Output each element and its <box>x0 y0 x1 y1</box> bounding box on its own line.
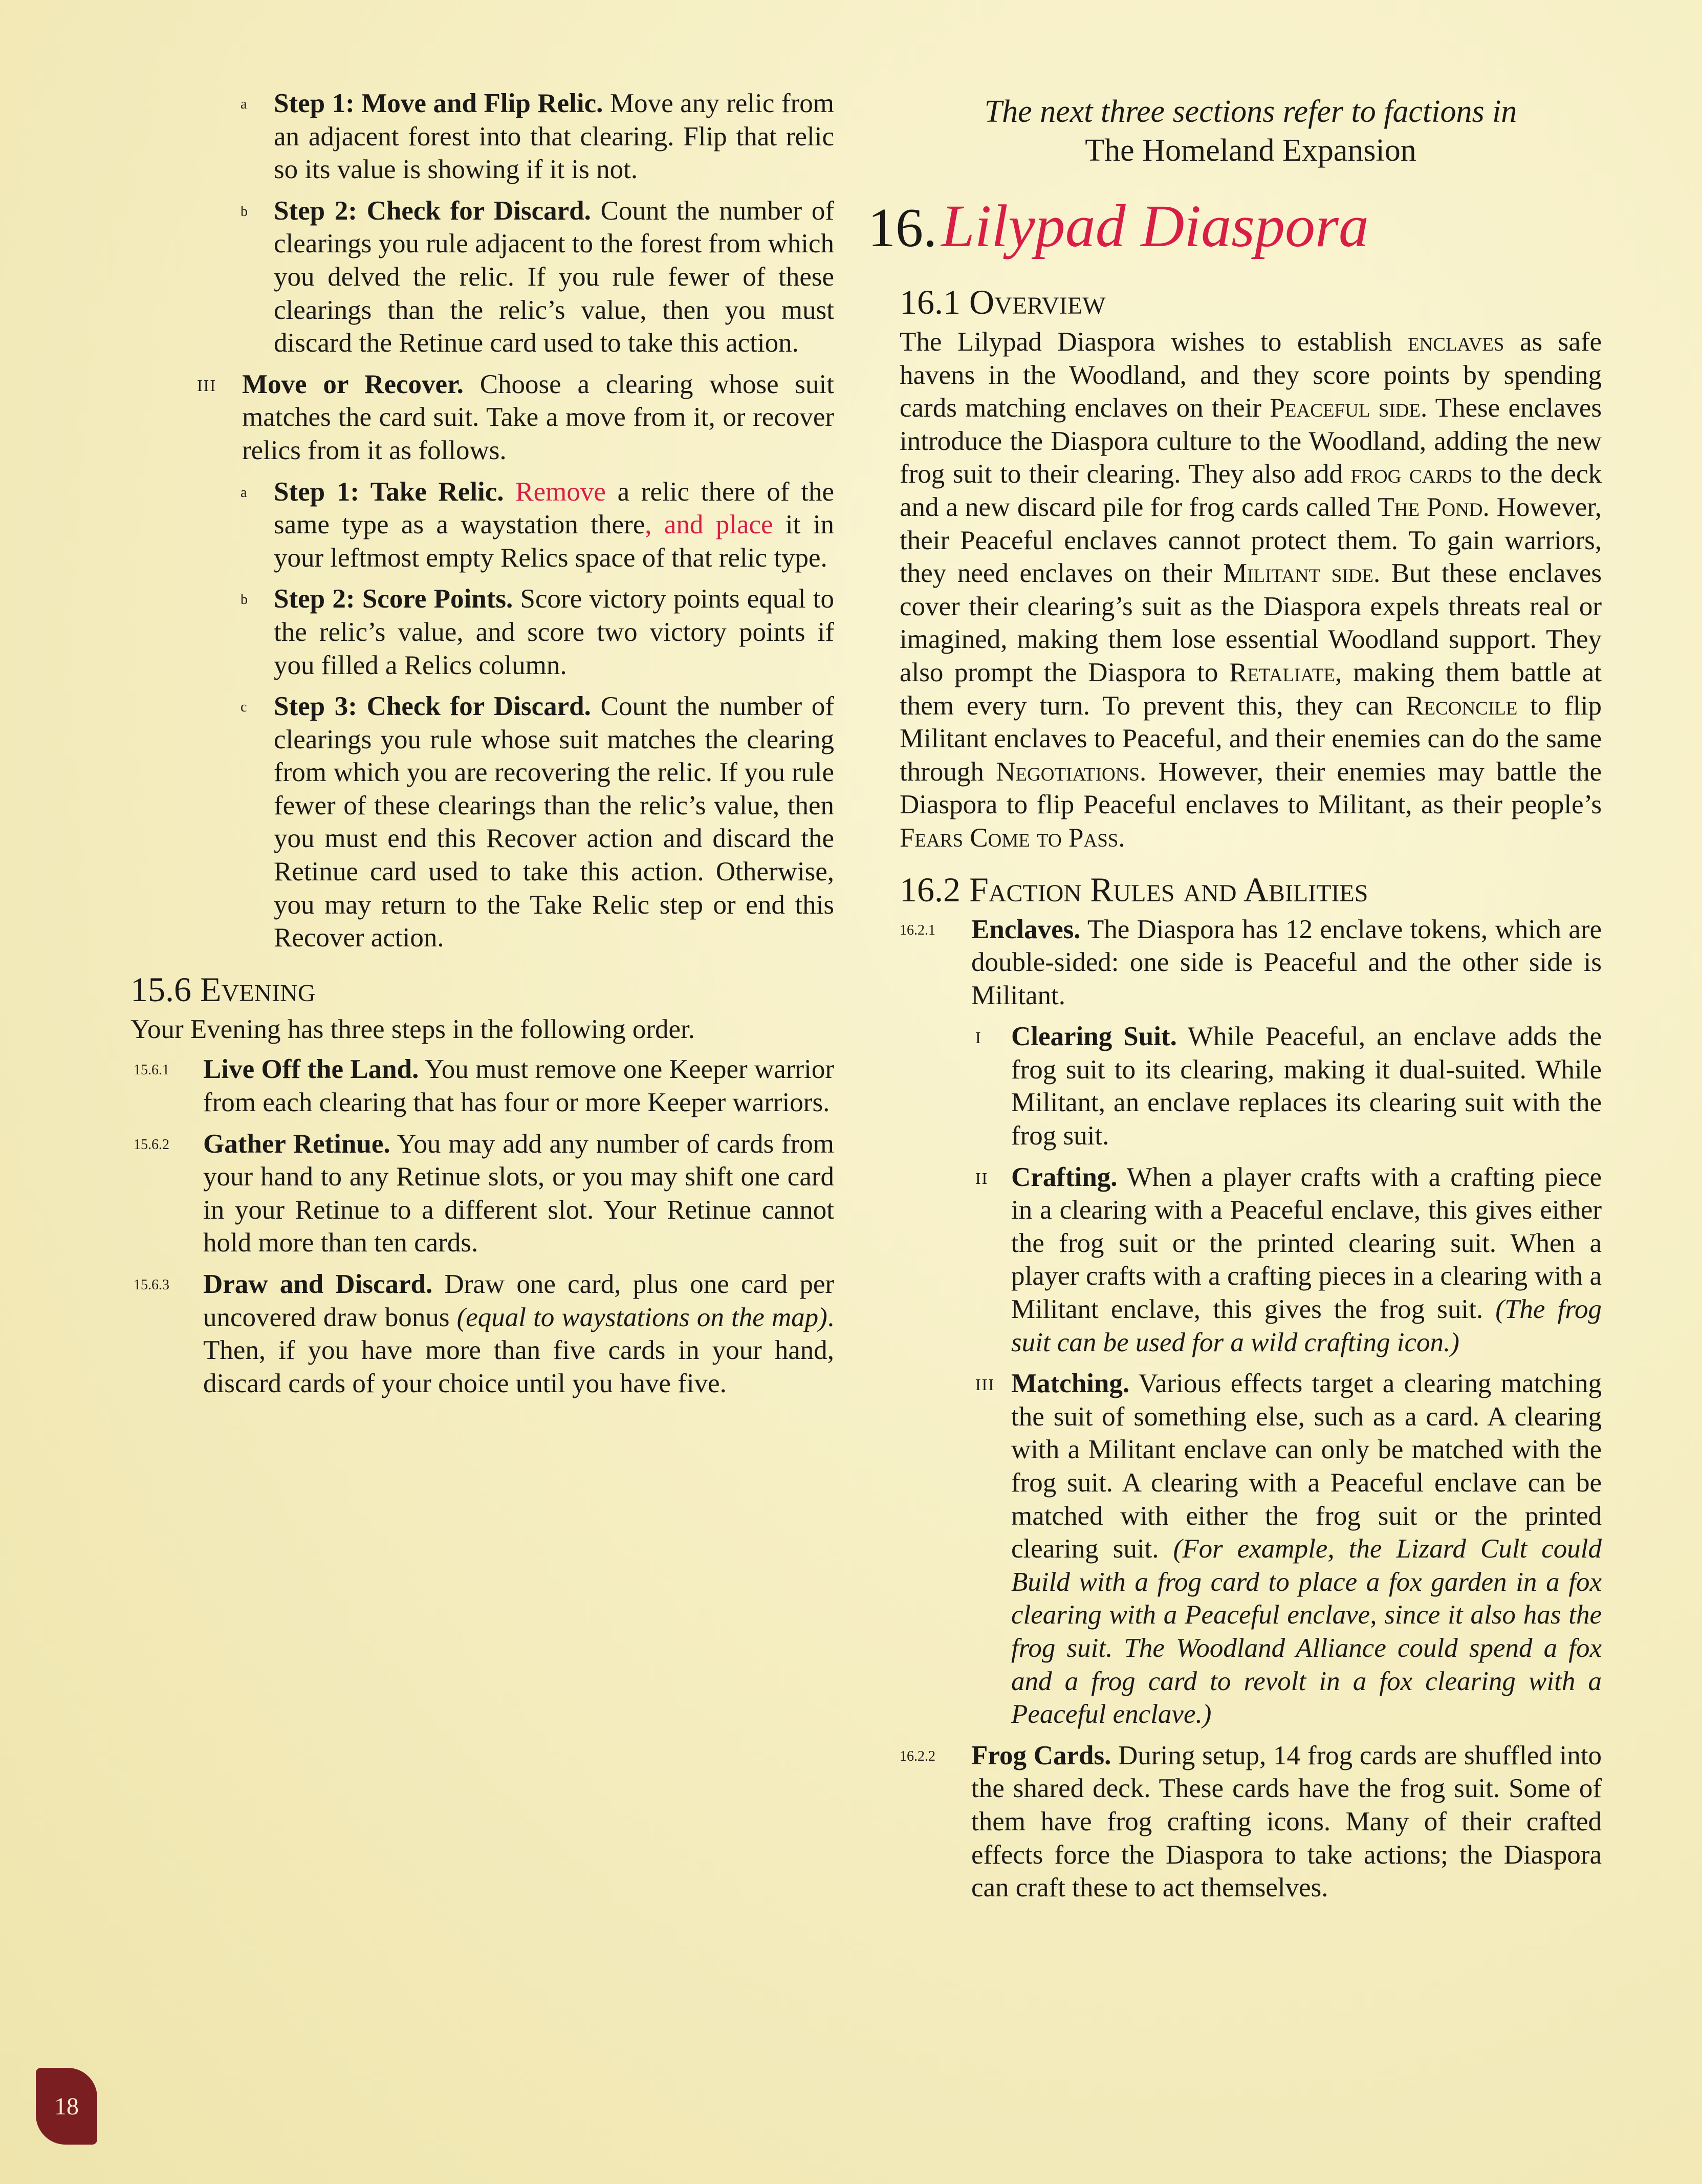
item-text: Various effects target a clearing matching the suit of something else, such as a card. A clearing with a Militant enclave can only be matched with the frog suit. A clearing with a Peaceful enclave can be matched with either the frog suit or the printed clearing suit. <box>1011 1369 1602 1564</box>
intro-line-1: The next three sections refer to factions in <box>984 94 1517 129</box>
text-run: as safe havens in the Woodland, and they score points by spending cards matching enclaves on their <box>900 327 1602 423</box>
keyword: Militant side <box>1223 558 1373 589</box>
item-text: The Diaspora has 12 enclave tokens, which are double-sided: one side is Peaceful and the other side is Militant. <box>971 914 1602 1010</box>
text-run: to the deck and a new discard pile for frog cards called <box>900 459 1602 522</box>
evening-step-live-off-land <box>130 1053 834 1119</box>
item-marker: b <box>241 203 248 220</box>
item-title: Step 3: Check for Discard. <box>274 691 591 722</box>
item-text: Draw one card, plus one card per uncovered draw bonus <box>203 1269 834 1332</box>
text-run: , making them battle at them every turn. To prevent this, they can <box>900 657 1602 721</box>
item-title: Gather Retinue. <box>203 1129 390 1159</box>
expansion-intro <box>900 92 1602 170</box>
left-column <box>130 87 834 1408</box>
page-number: 18 <box>54 2092 79 2120</box>
text-run: . These enclaves introduce the Diaspora culture to the Woodland, adding the new frog suit to their clearing. They also add <box>900 393 1602 489</box>
item-title: Frog Cards. <box>971 1740 1111 1770</box>
item-text: . Then, if you have more than five cards in your hand, discard cards of your choice until you have five. <box>203 1302 834 1398</box>
item-text: During setup, 14 frog cards are shuffled into the shared deck. These cards have the frog suit. Some of them have frog crafting icons. Many of their crafted effects force the Diaspora to take actions; the Diaspora can craft these to act themselves. <box>971 1740 1602 1903</box>
item-title: Live Off the Land. <box>203 1054 419 1085</box>
evening-step-gather-retinue <box>130 1128 834 1260</box>
rule-number: 15.6.1 <box>134 1062 169 1078</box>
page-number-badge <box>36 2068 97 2145</box>
item-title: Clearing Suit. <box>1011 1022 1177 1052</box>
keyword: enclaves <box>1407 327 1504 357</box>
item-text: Score victory points equal to the relic’s value, and score two victory points if you filled a Relics column. <box>274 584 834 680</box>
keyword: The Pond <box>1378 492 1483 522</box>
item-text: You must remove one Keeper warrior from each clearing that has four or more Keeper warriors. <box>203 1054 834 1118</box>
step-move-flip-relic <box>130 87 834 186</box>
item-text: it in your leftmost empty Relics space of that relic type. <box>274 510 834 573</box>
rule-frog-cards <box>900 1739 1602 1905</box>
item-text: Count the number of clearings you rule adjacent to the forest from which you delved the relic. If you rule fewer of these clearings than the relic’s value, then you must discard the Retinue card used to take this action. <box>274 196 835 358</box>
overview-heading: 16.1 Overview <box>900 283 1106 321</box>
highlight-remove: Remove <box>515 477 606 507</box>
rule-number: 15.6.2 <box>134 1136 169 1153</box>
item-text: While Peaceful, an enclave adds the frog suit to its clearing, making it dual-suited. While Militant, an enclave replaces its clearing suit with the frog suit. <box>1011 1022 1602 1151</box>
rule-crafting <box>900 1161 1602 1359</box>
right-column <box>868 87 1602 1913</box>
text-run: to flip Militant enclaves to Peaceful, and their enemies can do the same through <box>900 690 1602 787</box>
item-italic-note: (The frog suit can be used for a wild crafting icon.) <box>1011 1294 1602 1357</box>
item-text: Move any relic from an adjacent forest into that clearing. Flip that relic so its value is showing if it is not. <box>274 89 834 185</box>
item-title: Step 1: Move and Flip Relic. <box>274 89 603 118</box>
move-or-recover <box>130 368 834 467</box>
rule-number: 16.2.1 <box>900 922 935 938</box>
text-run: . <box>1118 823 1125 853</box>
item-marker: a <box>241 96 247 112</box>
item-marker: a <box>241 484 247 501</box>
chapter-title: Lilypad Diaspora <box>941 192 1369 260</box>
rule-clearing-suit <box>900 1020 1602 1152</box>
overview-paragraph <box>900 326 1602 855</box>
step-check-discard <box>130 194 834 360</box>
item-marker: II <box>975 1169 989 1187</box>
keyword: Peaceful side <box>1270 393 1421 423</box>
intro-line-2: The Homeland Expansion <box>1085 133 1416 168</box>
keyword: Retaliate <box>1229 657 1336 687</box>
item-text: a relic there of the same type as a waystation there <box>274 477 835 540</box>
chapter-heading <box>868 190 1602 276</box>
item-marker: b <box>241 592 248 608</box>
item-title: Draw and Discard. <box>203 1269 433 1299</box>
rule-matching <box>900 1367 1602 1731</box>
rule-number: 16.2.2 <box>900 1748 935 1764</box>
evening-heading: 15.6 Evening <box>130 969 316 1009</box>
rule-enclaves <box>900 913 1602 1012</box>
item-title: Enclaves. <box>971 914 1081 944</box>
item-marker: c <box>241 699 247 716</box>
item-marker: III <box>975 1375 995 1394</box>
text-run: . However, their enemies may battle the Diaspora to flip Peaceful enclaves to Militant, as their people’s <box>900 756 1602 820</box>
keyword: Reconcile <box>1406 690 1518 721</box>
item-text: You may add any number of cards from your hand to any Retinue slots, or you may shift one card in your Retinue to a different slot. Your Retinue cannot hold more than ten cards. <box>203 1129 834 1258</box>
faction-rules-heading: 16.2 Faction Rules and Abilities <box>900 870 1368 909</box>
item-marker: I <box>975 1028 982 1047</box>
text-run: . But these enclaves cover their clearing’s suit as the Diaspora expels threats real or imagined, making them lose essential Woodland support. They also prompt the Diaspora to <box>900 558 1602 687</box>
item-title: Matching. <box>1011 1369 1130 1399</box>
keyword: Fears Come to Pass <box>900 823 1119 853</box>
chapter-number: 16. <box>868 198 937 258</box>
step-score-points <box>130 582 834 682</box>
item-marker: III <box>197 376 216 395</box>
item-text <box>504 477 516 507</box>
text-run: . However, their Peaceful enclaves cannot protect them. To gain warriors, they need enclaves on their <box>900 492 1602 589</box>
item-title: Step 2: Check for Discard. <box>274 196 591 226</box>
keyword: frog cards <box>1350 459 1473 489</box>
item-italic-note: (equal to waystations on the map) <box>456 1302 827 1332</box>
keyword: Negotiations <box>996 756 1140 787</box>
step-take-relic <box>130 475 834 575</box>
item-text: When a player crafts with a crafting piece in a clearing with a Peaceful enclave, this gives either the frog suit or the printed clearing suit. When a player crafts with a crafting pieces in a clearing with a Militant enclave, this gives the frog suit. <box>1011 1162 1602 1325</box>
item-title: Move or Recover. <box>242 369 464 399</box>
evening-step-draw-discard <box>130 1268 834 1400</box>
item-title: Step 1: Take Relic. <box>274 477 504 507</box>
item-text: Count the number of clearings you rule whose suit matches the clearing from which you are recovering the relic. If you rule fewer of these clearings than the relic’s value, then you must end this Recover action and discard the Retinue card used to take this action. Otherwise, you may return to the Take Relic step or end this Recover action. <box>274 691 835 953</box>
item-italic-note: (For example, the Lizard Cult could Build with a frog card to place a fox garden in a fox clearing with a Peaceful enclave, since it also has the frog suit. The Woodland Alliance could spend a fox and a frog card to revolt in a fox clearing with a Peaceful enclave.) <box>1011 1534 1602 1729</box>
item-text: Choose a clearing whose suit matches the card suit. Take a move from it, or recover relics from it as follows. <box>242 369 834 465</box>
rule-number: 15.6.3 <box>134 1277 169 1293</box>
highlight-and-place: , and place <box>645 510 773 540</box>
text-run: The Lilypad Diaspora wishes to establish <box>900 327 1408 357</box>
item-title: Crafting. <box>1011 1162 1118 1192</box>
evening-intro: Your Evening has three steps in the following order. <box>130 1014 695 1044</box>
item-title: Step 2: Score Points. <box>274 584 513 614</box>
step-check-discard-recover <box>130 690 834 955</box>
